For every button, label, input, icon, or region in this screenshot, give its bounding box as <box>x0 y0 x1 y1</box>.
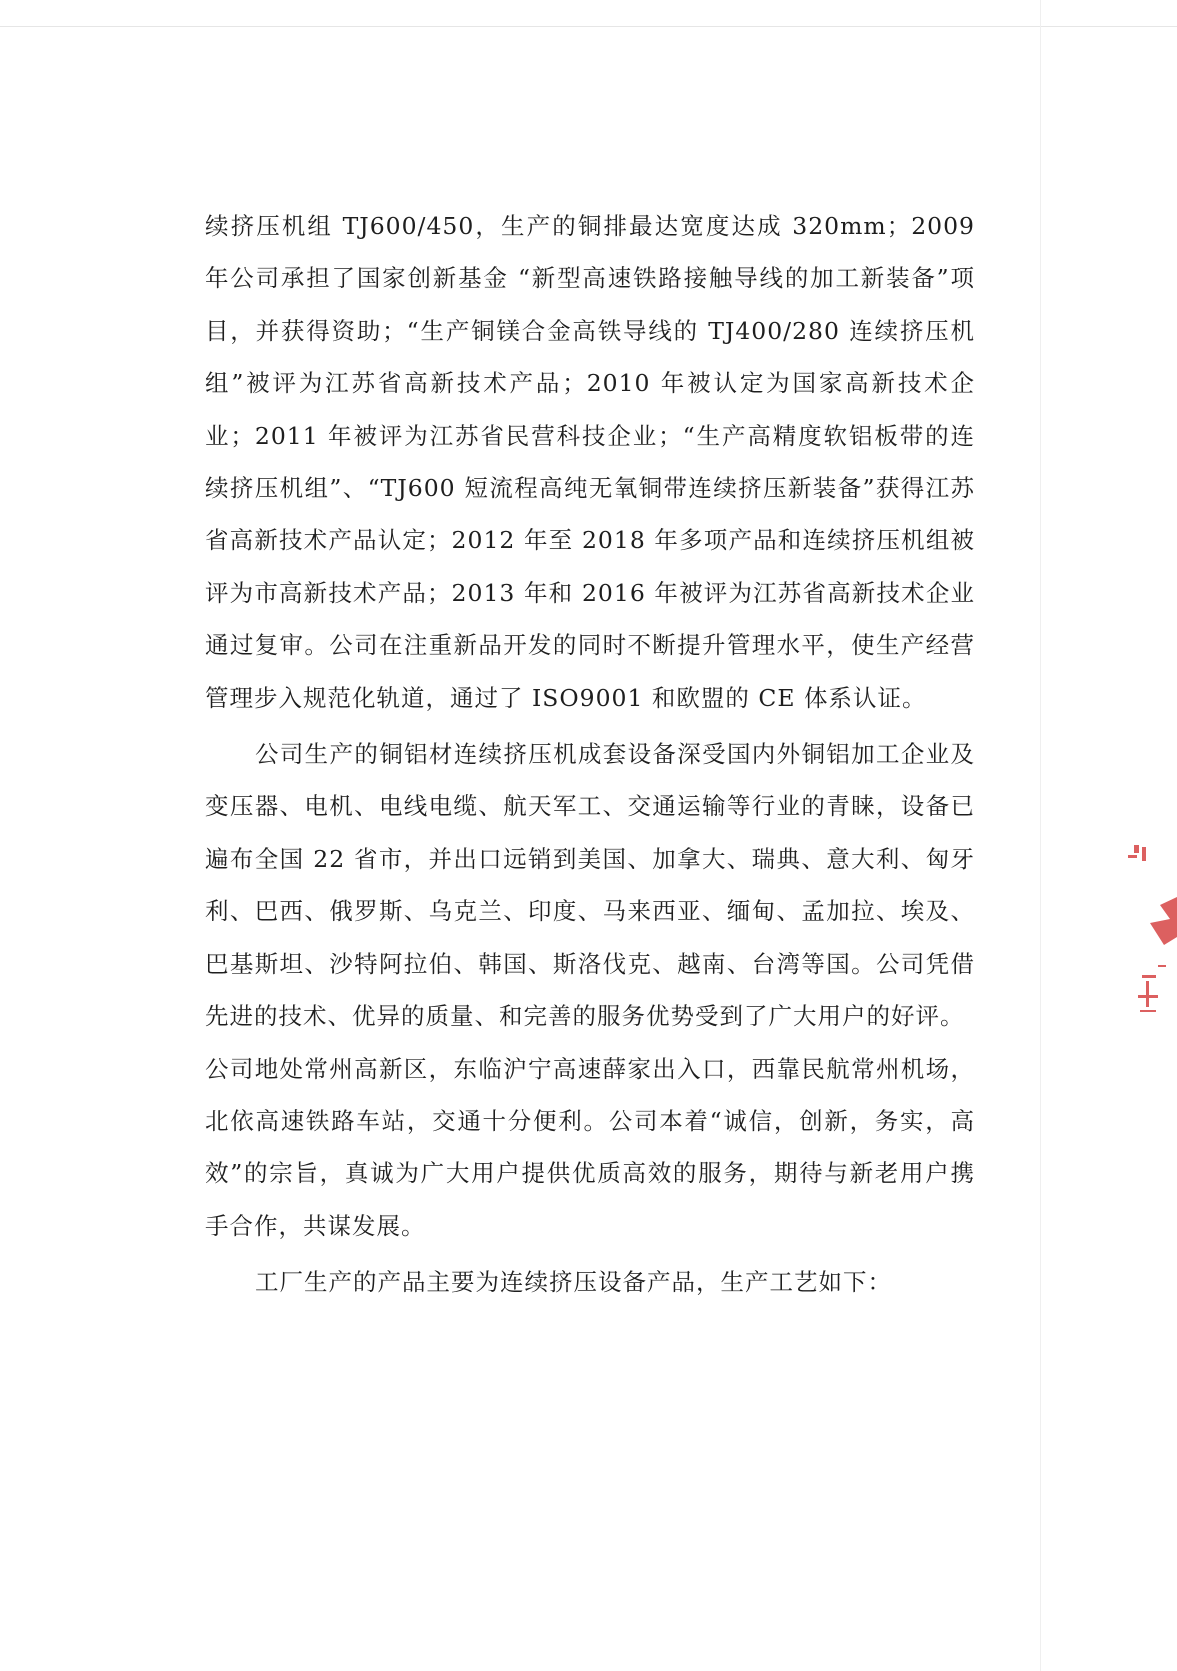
paragraph-market-reach: 公司生产的铜铝材连续挤压机成套设备深受国内外铜铝加工企业及变压器、电机、电线电缆、航天军工、交通运输等行业的青睐，设备已遍布全国 22 省市，并出口远销到美国、加拿大、瑞典、意大利、匈牙利、巴西、俄罗斯、乌克兰、印度、马来西亚、缅甸、孟加拉、埃及、巴基斯坦、沙特阿拉伯、韩国、斯洛伐克、越南、台湾等国。公司凭借先进的技术、优异的质量、和完善的服务优势受到了广大用户的好评。 <box>205 740 975 1031</box>
paragraph-production-process: 工厂生产的产品主要为连续挤压设备产品，生产工艺如下： <box>255 1268 892 1297</box>
scan-fold-line <box>1040 0 1041 1671</box>
paragraph-company-history: 续挤压机组 TJ600/450，生产的铜排最达宽度达成 320mm；2009 年公司承担了国家创新基金 “新型高速铁路接触导线的加工新装备”项目，并获得资助；“生产铜镁合金高铁导线的 TJ400/280 连续挤压机组”被评为江苏省高新技术产品；2010 年被认定为国家高新技术企业；2011 年被评为江苏省民营科技企业；“生产高精度软铝板带的连续挤压机组”、“TJ600 短流程高纯无氧铜带连续挤压新装备”获得江苏省高新技术产品认定；2012 年至 2018 年多项产品和连续挤压机组被评为市高新技术产品；2013 年和 2016 年被评为江苏省高新技术企业通过复审。公司在注重新品开发的同时不断提升管理水平，使生产经营管理步入规范化轨道，通过了 ISO9001 和欧盟的 CE 体系认证。 <box>205 212 975 712</box>
paragraph-location: 公司地处常州高新区，东临沪宁高速薛家出入口，西靠民航常州机场，北依高速铁路车站，交通十分便利。公司本着“诚信，创新，务实，高效”的宗旨，真诚为广大用户提供优质高效的服务，期待与新老用户携手合作，共谋发展。 <box>205 1054 975 1240</box>
red-seal-icon <box>1120 845 1177 1095</box>
document-body <box>205 200 975 1309</box>
scan-edge-line <box>0 26 1177 27</box>
